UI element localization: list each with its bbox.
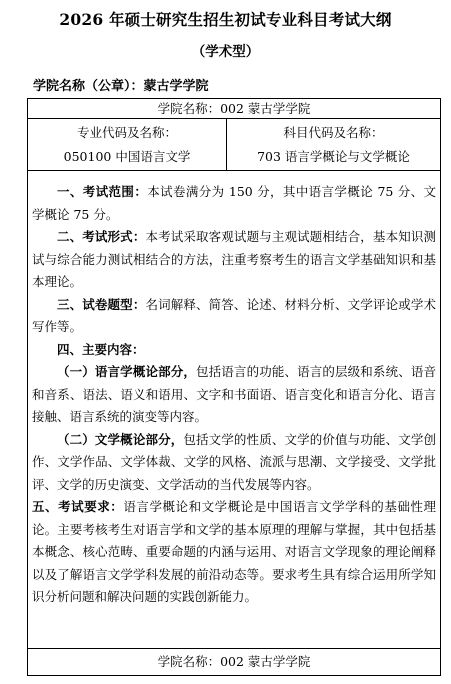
page-subtitle: （学术型）	[191, 44, 260, 60]
section-text: 本试卷满分为 150 分，其中语言学概论 75 分、文学概论 75 分。	[32, 184, 436, 222]
section-text: 包括文学的性质、文学的价值与功能、文学创作、文学作品、文学体裁、文学的风格、流派与思潮、文学接受、文学批评、文学的历史演变、文学活动的当代发展等内容。	[32, 431, 436, 492]
codes-row	[28, 119, 440, 171]
section-text: 名词解释、简答、论述、材料分析、文学评论或学术写作等。	[32, 296, 436, 334]
head-college-label: 学院名称：	[157, 101, 221, 116]
section-question-types	[32, 294, 436, 339]
section-text: 本考试采取客观试题与主观试题相结合，基本知识测试与综合能力测试相结合的方法，注重考察考生的语言文学基础知识和基本理论。	[32, 229, 436, 289]
section-heading: 三、试卷题型：	[57, 296, 146, 312]
section-heading: （二）文学概论部分，	[57, 431, 184, 447]
college-stamp-label: 学院名称（公章）：	[33, 79, 144, 94]
section-heading: 五、考试要求：	[32, 499, 124, 514]
major-value: 050100 中国语言文学	[63, 149, 191, 164]
section-heading: 二、考试形式：	[57, 229, 146, 244]
section-heading: （一）语言学概论部分，	[57, 364, 197, 379]
subject-value: 703 语言学概论与文学概论	[257, 149, 410, 164]
college-stamp-name: 蒙古学学院	[143, 79, 209, 94]
section-format	[32, 226, 436, 294]
section-main-content	[32, 339, 436, 362]
major-cell	[28, 119, 227, 171]
syllabus-table	[27, 98, 441, 676]
section-scope	[32, 181, 436, 226]
foot-college-value: 002 蒙古学学院	[220, 654, 311, 669]
major-label: 专业代码及名称：	[76, 125, 177, 140]
subject-cell	[227, 119, 440, 171]
subsection-literature	[32, 429, 436, 497]
table-header-row	[28, 99, 440, 119]
section-requirements	[32, 496, 436, 609]
subject-label: 科目代码及名称：	[283, 125, 384, 140]
head-college-value: 002 蒙古学学院	[220, 101, 311, 116]
foot-college-label: 学院名称：	[157, 654, 221, 669]
table-footer-row	[28, 649, 440, 675]
section-heading: 一、考试范围：	[57, 184, 148, 199]
college-stamp-line	[33, 75, 209, 94]
subsection-linguistics	[32, 361, 436, 429]
section-text: 语言学概论和文学概论是中国语言文学学科的基础性理论。主要考核考生对语言学和文学的基本原理的理解与掌握，其中包括基本概念、核心范畴、重要命题的内涵与运用、对语言文学现象的理论阐释以及了解语言文学学科发展的前沿动态等。要求考生具有综合运用所学知识分析问题和解决问题的实践创新能力。	[32, 499, 436, 604]
section-text: 包括语言的功能、语言的层级和系统、语音和音系、语法、语义和语用、文字和书面语、语言变化和语言分化、语言接触、语言系统的演变等内容。	[32, 364, 436, 424]
section-heading: 四、主要内容：	[57, 341, 145, 357]
page-title: 2026 年硕士研究生招生初试专业科目考试大纲	[59, 10, 392, 29]
syllabus-content	[28, 171, 440, 649]
